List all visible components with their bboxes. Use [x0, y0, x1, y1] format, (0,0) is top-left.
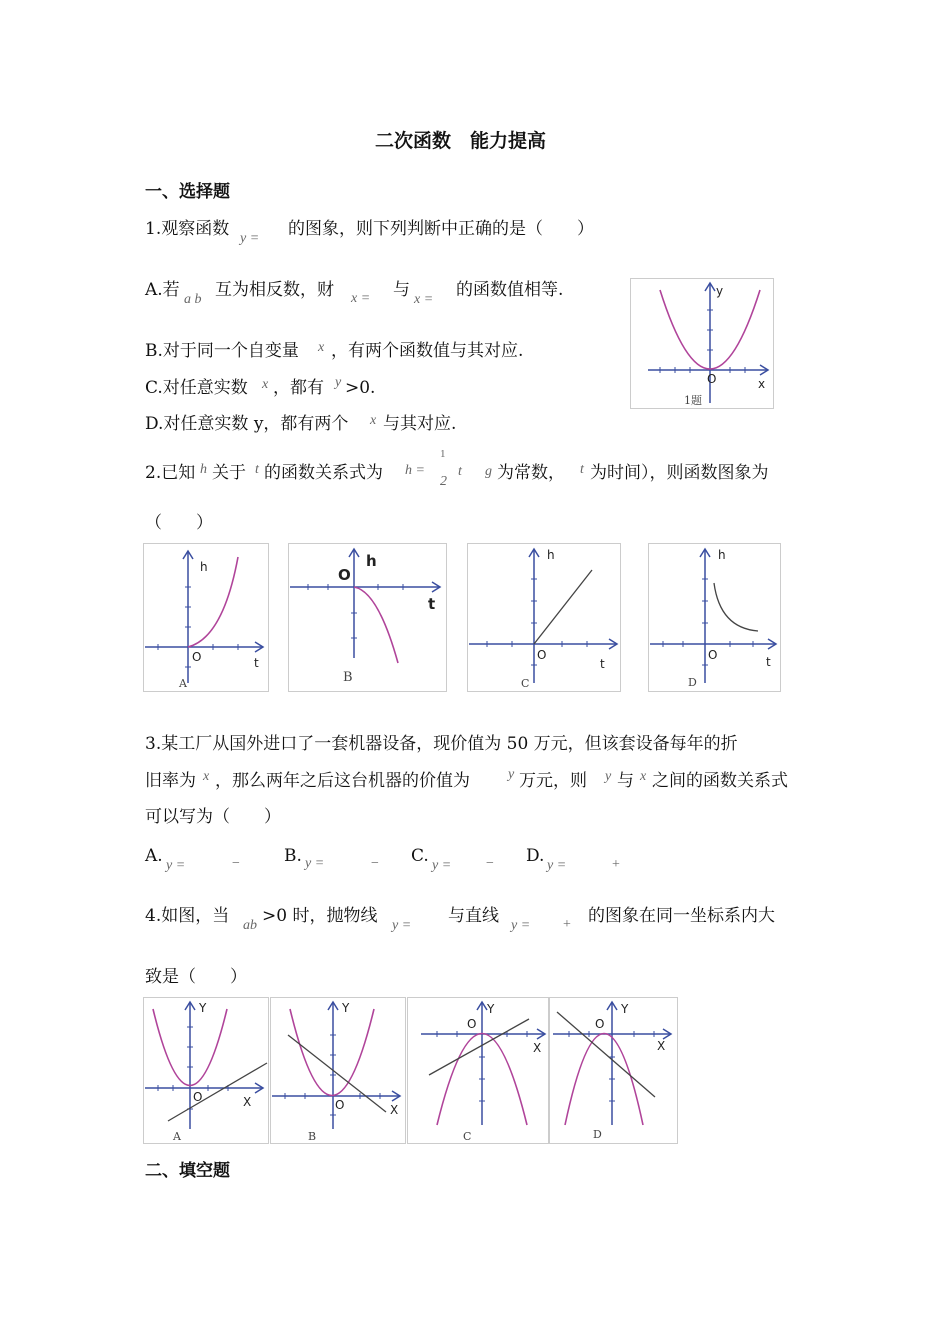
q1-option-b-1: B.对于同一个自变量 — [145, 341, 299, 361]
q3-var-y2: y — [605, 769, 612, 784]
q1-option-a-4: 的函数值相等. — [456, 280, 564, 300]
q3-line-2c: 万元，则 — [519, 771, 587, 791]
q4-stem-4: 的图象在同一坐标系内大 — [588, 906, 775, 926]
q2-c-caption: C — [521, 677, 530, 690]
q4-d-origin: O — [595, 1017, 605, 1031]
q3-option-c-op: − — [486, 856, 494, 871]
q1-figure-caption: 1题 — [684, 394, 702, 407]
q3-option-c-eq: y = — [432, 858, 452, 873]
q4-d-line — [557, 1012, 655, 1097]
q2-a-axis-x-label: t — [254, 656, 259, 670]
q2-stem-3: 的函数关系式为 — [264, 463, 383, 483]
q4-d-frame — [550, 998, 678, 1144]
q2-b-caption: B — [343, 670, 353, 685]
q1-figure-frame — [631, 279, 774, 409]
q4-figure-a — [143, 997, 270, 1145]
q2-a-origin: O — [192, 650, 202, 664]
q3-line-1: 3.某工厂从国外进口了一套机器设备，现价值为 50 万元，但该套设备每年的折 — [145, 734, 738, 754]
q4-b-frame — [271, 998, 406, 1144]
q4-d-axis-x-label: X — [657, 1039, 666, 1053]
q2-a-caption: A — [179, 677, 187, 690]
q1-option-a-x1: x = — [351, 291, 371, 306]
q2-var-t: t — [255, 462, 259, 477]
q2-frac-top: 1 — [440, 448, 446, 460]
q2-b-origin: O — [338, 566, 351, 584]
q4-d-parabola — [565, 1034, 643, 1126]
q2-frac-bottom: 2 — [440, 474, 447, 489]
q2-figure-a — [143, 543, 270, 693]
q4-stem-2: >0 时，抛物线 — [262, 906, 378, 926]
q1-option-c-1: C.对任意实数 — [145, 378, 248, 398]
q2-b-curve — [354, 587, 398, 663]
section-heading-choice: 一、选择题 — [145, 182, 230, 202]
page-title: 二次函数 能力提高 — [375, 130, 547, 152]
q1-origin-label: O — [707, 372, 717, 386]
q3-option-d-eq: y = — [547, 858, 567, 873]
q4-a-caption: A — [173, 1130, 181, 1143]
q4-c-axis-x-label: X — [533, 1041, 542, 1055]
q4-b-axis-x-label: X — [390, 1103, 399, 1117]
q2-c-line — [534, 570, 592, 644]
q4-a-axis-y-label: Y — [199, 1001, 207, 1015]
q1-option-d-x: x — [370, 413, 377, 428]
q2-c-origin: O — [537, 648, 547, 662]
q1-ticks — [660, 310, 745, 373]
q2-d-caption: D — [688, 676, 697, 689]
q3-option-b-eq: y = — [305, 856, 325, 871]
q4-b-caption: B — [308, 1130, 317, 1143]
q4-figure-c — [407, 997, 549, 1145]
q2-c-axis-x-label: t — [600, 657, 605, 671]
q1-option-b-2: ，有两个函数值与其对应. — [331, 341, 524, 361]
q1-option-c-2: ，都有 — [273, 378, 324, 398]
q2-b-axis-x-label: t — [428, 595, 436, 613]
q4-formula-line: y = — [511, 918, 531, 933]
q2-figure-b — [288, 543, 448, 693]
q1-axis-x-label: x — [758, 377, 766, 391]
q1-option-c-3: >0. — [345, 378, 376, 398]
q3-option-a-eq: y = — [166, 858, 186, 873]
q4-stem-1: 4.如图，当 — [145, 906, 230, 926]
q4-a-origin: O — [193, 1090, 203, 1104]
q4-b-parabola — [290, 1009, 374, 1096]
section-heading-fill: 二、填空题 — [145, 1161, 230, 1181]
q2-d-axis-x-label: t — [766, 655, 771, 669]
q4-b-origin: O — [335, 1098, 345, 1112]
q3-line-2d: 与 — [617, 771, 634, 791]
q2-d-curve — [714, 583, 758, 631]
q1-option-a-ab: a b — [184, 292, 202, 307]
q3-var-x2: x — [640, 769, 647, 784]
q2-a-curve — [188, 557, 238, 647]
q4-formula-parabola: y = — [392, 918, 412, 933]
q3-option-d-label: D. — [526, 846, 545, 866]
q3-option-b-label: B. — [284, 846, 302, 866]
q4-c-caption: C — [463, 1130, 472, 1143]
q2-b-axis-y-label: h — [366, 552, 377, 570]
q2-d-origin: O — [708, 648, 718, 662]
q2-stem-1: 2.已知 — [145, 463, 196, 483]
q4-d-axis-y-label: Y — [621, 1002, 629, 1016]
q3-line-2b: ，那么两年之后这台机器的价值为 — [215, 771, 470, 791]
q2-figure-c — [467, 543, 622, 693]
q1-option-a-3: 与 — [393, 280, 410, 300]
q4-d-caption: D — [593, 1128, 602, 1141]
q4-formula-plus: + — [563, 917, 571, 932]
q3-var-y: y — [508, 767, 515, 782]
q2-var-h: h — [200, 462, 207, 477]
q2-formula-h: h = — [405, 463, 425, 478]
q1-stem-a: 1.观察函数 — [145, 219, 230, 239]
q1-stem-b: 的图象，则下列判断中正确的是（ ） — [288, 219, 594, 239]
q2-stem-4: 为常数， — [497, 463, 565, 483]
q3-var-x: x — [203, 769, 210, 784]
q1-option-a-1: A.若 — [145, 280, 180, 300]
q1-option-b-x: x — [318, 340, 325, 355]
q1-option-c-x: x — [262, 377, 269, 392]
q3-option-a-op: − — [232, 856, 240, 871]
q4-stem-3: 与直线 — [448, 906, 499, 926]
q2-d-axis-y-label: h — [718, 548, 726, 562]
q2-a-axis-y-label: h — [200, 560, 208, 574]
q3-line-3: 可以写为（ ） — [145, 807, 281, 827]
q4-a-axis-x-label: X — [243, 1095, 252, 1109]
q4-c-line — [429, 1019, 529, 1075]
q4-line-2: 致是（ ） — [145, 967, 247, 987]
q4-c-axis-y-label: Y — [487, 1002, 495, 1016]
q2-d-frame — [649, 544, 781, 692]
q4-figure-d — [549, 997, 678, 1145]
q2-paren: （ ） — [145, 513, 213, 533]
q1-option-a-2: 互为相反数，财 — [215, 280, 334, 300]
q1-option-d-2: 与其对应. — [383, 414, 457, 434]
q1-figure — [630, 278, 775, 410]
q4-var-ab: ab — [243, 918, 257, 933]
q3-option-c-label: C. — [411, 846, 429, 866]
q4-c-origin: O — [467, 1017, 477, 1031]
q4-b-axis-y-label: Y — [342, 1001, 350, 1015]
q3-line-2a: 旧率为 — [145, 771, 196, 791]
q1-formula-y: y = — [240, 231, 260, 246]
q3-option-d-op: + — [612, 857, 620, 872]
q2-formula-g: g — [485, 464, 492, 479]
q2-stem-2: 关于 — [212, 463, 246, 483]
q2-formula-t: t — [458, 464, 462, 479]
q3-line-2e: 之间的函数关系式 — [652, 771, 788, 791]
q2-c-frame — [468, 544, 621, 692]
q4-figure-b — [270, 997, 407, 1145]
q2-figure-d — [648, 543, 782, 693]
q2-stem-5: 为时间），则函数图象为 — [590, 463, 769, 483]
q2-var-t2: t — [580, 462, 584, 477]
q3-option-a-label: A. — [145, 846, 163, 866]
q2-c-axis-y-label: h — [547, 548, 555, 562]
q1-option-c-y: y — [335, 375, 342, 390]
q1-axis-y-label: y — [716, 284, 724, 298]
q3-option-b-op: − — [371, 856, 379, 871]
q2-b-ticks — [308, 584, 403, 638]
q4-a-line — [168, 1063, 267, 1121]
q1-option-d-1: D.对任意实数 y，都有两个 — [145, 414, 349, 434]
q1-option-a-x2: x = — [414, 292, 434, 307]
